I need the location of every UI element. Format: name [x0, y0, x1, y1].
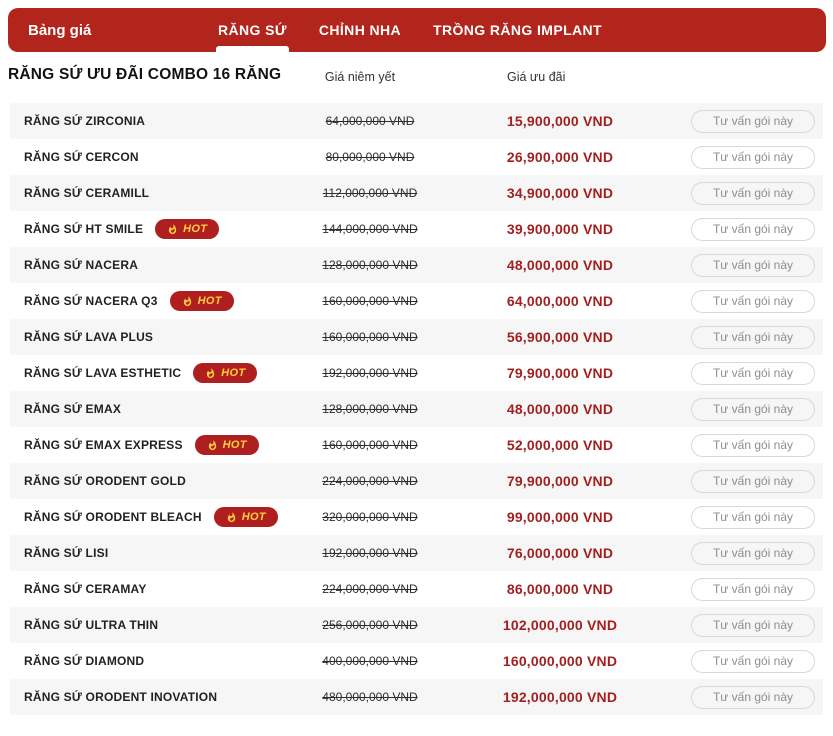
discount-price: 192,000,000 VND [502, 689, 618, 705]
flame-icon [226, 511, 237, 524]
discount-price: 39,900,000 VND [506, 221, 614, 237]
section-title: RĂNG SỨ ƯU ĐÃI COMBO 16 RĂNG [8, 66, 282, 83]
service-name-cell [24, 355, 257, 391]
listed-price: 80,000,000 VND [325, 150, 415, 164]
service-name-cell [24, 427, 259, 463]
service-name: RĂNG SỨ CERAMILL [24, 186, 150, 200]
discount-price: 56,900,000 VND [506, 329, 614, 345]
consult-package-button[interactable]: Tư vấn gói này [691, 146, 815, 169]
consult-package-button[interactable]: Tư vấn gói này [691, 506, 815, 529]
service-name-cell [24, 175, 149, 211]
table-row [10, 499, 823, 535]
consult-package-button[interactable]: Tư vấn gói này [691, 290, 815, 313]
flame-icon [182, 295, 193, 308]
discount-price: 48,000,000 VND [506, 401, 614, 417]
service-name: RĂNG SỨ LISI [24, 546, 109, 560]
service-name: RĂNG SỨ HT SMILE [24, 222, 144, 236]
listed-price: 192,000,000 VND [322, 546, 418, 560]
consult-package-button[interactable]: Tư vấn gói này [691, 218, 815, 241]
consult-package-button[interactable]: Tư vấn gói này [691, 362, 815, 385]
pricing-tab-bar [8, 8, 826, 52]
hot-badge [193, 363, 257, 383]
service-name: RĂNG SỨ ORODENT GOLD [24, 474, 186, 488]
discount-price: 160,000,000 VND [502, 653, 618, 669]
table-row [10, 355, 823, 391]
service-name-cell [24, 535, 108, 571]
consult-package-button[interactable]: Tư vấn gói này [691, 686, 815, 709]
discount-price: 15,900,000 VND [506, 113, 614, 129]
service-name-cell [24, 499, 278, 535]
consult-button-cell [691, 211, 815, 247]
consult-button-cell [691, 355, 815, 391]
table-row [10, 283, 823, 319]
consult-button-cell [691, 319, 815, 355]
consult-package-button[interactable]: Tư vấn gói này [691, 470, 815, 493]
service-name-cell [24, 571, 147, 607]
consult-button-cell [691, 175, 815, 211]
service-name-cell [24, 643, 144, 679]
table-row [10, 679, 823, 715]
table-row [10, 211, 823, 247]
listed-price: 192,000,000 VND [322, 366, 418, 380]
hot-badge-label: HOT [197, 295, 222, 307]
listed-price: 160,000,000 VND [322, 294, 418, 308]
consult-package-button[interactable]: Tư vấn gói này [691, 398, 815, 421]
tab-trong-rang-implant[interactable] [433, 8, 602, 52]
service-name-cell [24, 283, 234, 319]
service-name: RĂNG SỨ CERCON [24, 150, 139, 164]
listed-price: 256,000,000 VND [322, 618, 418, 632]
consult-button-cell [691, 679, 815, 715]
consult-package-button[interactable]: Tư vấn gói này [691, 110, 815, 133]
consult-button-cell [691, 391, 815, 427]
hot-badge-label: HOT [241, 511, 266, 523]
service-name-cell [24, 607, 158, 643]
service-name-cell [24, 247, 138, 283]
table-row [10, 175, 823, 211]
listed-price: 320,000,000 VND [322, 510, 418, 524]
discount-price: 52,000,000 VND [506, 437, 614, 453]
service-name: RĂNG SỨ EMAX [24, 402, 122, 416]
table-row [10, 319, 823, 355]
service-name: RĂNG SỨ DIAMOND [24, 654, 145, 668]
table-row [10, 463, 823, 499]
tab-chinh-nha[interactable] [319, 8, 401, 52]
service-name-cell [24, 211, 219, 247]
table-column-headers [10, 64, 823, 90]
hot-badge [195, 435, 259, 455]
service-name-cell [24, 139, 139, 175]
hot-badge [155, 219, 219, 239]
service-name: RĂNG SỨ ZIRCONIA [24, 114, 146, 128]
consult-button-cell [691, 535, 815, 571]
service-name-cell [24, 679, 217, 715]
service-name: RĂNG SỨ LAVA ESTHETIC [24, 366, 182, 380]
flame-icon [167, 223, 178, 236]
service-name-cell [24, 463, 186, 499]
consult-button-cell [691, 139, 815, 175]
tab-rang-su[interactable] [218, 8, 287, 52]
table-row [10, 535, 823, 571]
discount-price: 48,000,000 VND [506, 257, 614, 273]
consult-button-cell [691, 571, 815, 607]
discount-price: 99,000,000 VND [506, 509, 614, 525]
consult-button-cell [691, 247, 815, 283]
consult-package-button[interactable]: Tư vấn gói này [691, 326, 815, 349]
consult-button-cell [691, 643, 815, 679]
discount-price: 79,900,000 VND [506, 473, 614, 489]
consult-package-button[interactable]: Tư vấn gói này [691, 434, 815, 457]
consult-button-cell [691, 283, 815, 319]
discount-price: 26,900,000 VND [506, 149, 614, 165]
service-name: RĂNG SỨ NACERA Q3 [24, 294, 158, 308]
service-name: RĂNG SỨ ULTRA THIN [24, 618, 159, 632]
tab-label: TRỒNG RĂNG IMPLANT [433, 22, 602, 38]
consult-package-button[interactable]: Tư vấn gói này [691, 542, 815, 565]
discount-price: 79,900,000 VND [506, 365, 614, 381]
hot-badge [214, 507, 278, 527]
service-name: RĂNG SỨ NACERA [24, 258, 139, 272]
service-name-cell [24, 391, 121, 427]
discount-price: 34,900,000 VND [506, 185, 614, 201]
consult-button-cell [691, 499, 815, 535]
consult-package-button[interactable]: Tư vấn gói này [691, 650, 815, 673]
table-row [10, 643, 823, 679]
page-title: Bảng giá [28, 21, 92, 39]
discount-price: 64,000,000 VND [506, 293, 614, 309]
hot-badge-label: HOT [222, 439, 247, 451]
consult-package-button[interactable]: Tư vấn gói này [691, 254, 815, 277]
listed-price: 400,000,000 VND [322, 654, 418, 668]
listed-price: 144,000,000 VND [322, 222, 418, 236]
service-name-cell [24, 103, 145, 139]
service-name-cell [24, 319, 153, 355]
table-row [10, 427, 823, 463]
table-row [10, 139, 823, 175]
table-row [10, 607, 823, 643]
price-table-body [10, 103, 823, 715]
consult-package-button[interactable]: Tư vấn gói này [691, 578, 815, 601]
tab-label: CHỈNH NHA [318, 22, 402, 38]
consult-button-cell [691, 463, 815, 499]
flame-icon [207, 439, 218, 452]
consult-button-cell [691, 103, 815, 139]
column-header-discount-price: Giá ưu đãi [507, 70, 566, 84]
listed-price: 224,000,000 VND [322, 474, 418, 488]
consult-button-cell [691, 607, 815, 643]
table-row [10, 103, 823, 139]
hot-badge-label: HOT [221, 367, 246, 379]
consult-button-cell [691, 427, 815, 463]
listed-price: 160,000,000 VND [322, 438, 418, 452]
hot-badge [170, 291, 234, 311]
tab-list [218, 8, 602, 52]
service-name: RĂNG SỨ CERAMAY [24, 582, 147, 596]
service-name: RĂNG SỨ ORODENT BLEACH [24, 510, 202, 524]
listed-price: 480,000,000 VND [322, 690, 418, 704]
table-row [10, 571, 823, 607]
consult-package-button[interactable]: Tư vấn gói này [691, 614, 815, 637]
service-name: RĂNG SỨ LAVA PLUS [24, 330, 154, 344]
hot-badge-label: HOT [183, 223, 208, 235]
listed-price: 128,000,000 VND [322, 258, 418, 272]
listed-price: 224,000,000 VND [322, 582, 418, 596]
service-name: RĂNG SỨ EMAX EXPRESS [24, 438, 183, 452]
tab-label: RĂNG SỨ [218, 22, 287, 38]
discount-price: 86,000,000 VND [506, 581, 614, 597]
flame-icon [205, 367, 216, 380]
column-header-listed-price: Giá niêm yết [324, 70, 396, 84]
discount-price: 102,000,000 VND [502, 617, 618, 633]
listed-price: 160,000,000 VND [322, 330, 418, 344]
active-tab-indicator [216, 46, 289, 52]
table-row [10, 247, 823, 283]
service-name: RĂNG SỨ ORODENT INOVATION [24, 690, 218, 704]
discount-price: 76,000,000 VND [506, 545, 614, 561]
table-row [10, 391, 823, 427]
listed-price: 64,000,000 VND [325, 114, 415, 128]
listed-price: 128,000,000 VND [322, 402, 418, 416]
listed-price: 112,000,000 VND [322, 186, 418, 200]
consult-package-button[interactable]: Tư vấn gói này [691, 182, 815, 205]
